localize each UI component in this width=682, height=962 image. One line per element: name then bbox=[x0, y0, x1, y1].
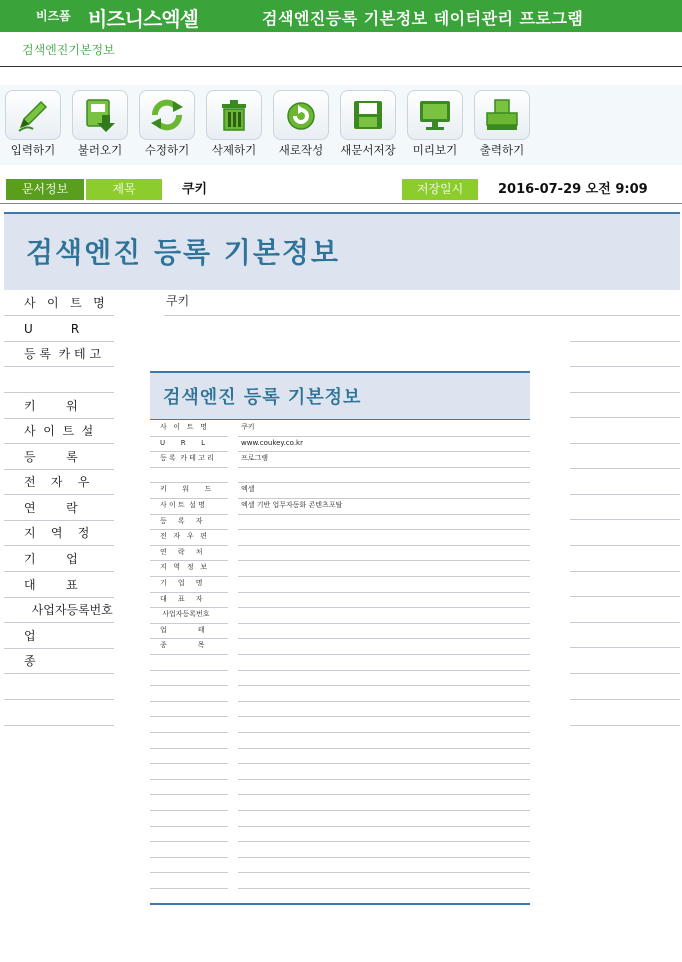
preview-row bbox=[150, 576, 530, 592]
preview-row bbox=[150, 420, 530, 436]
preview-row bbox=[150, 685, 530, 701]
pencil-icon bbox=[5, 90, 61, 140]
field-label: 사 이 트 명 bbox=[24, 296, 105, 310]
field-email[interactable] bbox=[4, 469, 114, 495]
field-site-name[interactable] bbox=[4, 290, 114, 316]
preview-row bbox=[150, 810, 530, 826]
new-button[interactable] bbox=[268, 90, 334, 162]
preview-row bbox=[150, 482, 530, 498]
load-button-label: 불러오기 bbox=[77, 143, 123, 157]
preview-row-label-cell bbox=[150, 872, 228, 889]
preview-row-value-cell bbox=[238, 810, 530, 827]
field-business-type[interactable] bbox=[4, 623, 114, 649]
field-line bbox=[570, 341, 680, 342]
preview-row-value-cell bbox=[238, 716, 530, 733]
field-line bbox=[570, 468, 680, 469]
preview-row-value-cell bbox=[238, 576, 530, 593]
preview-row-value-cell bbox=[238, 779, 530, 796]
field-line bbox=[570, 673, 680, 674]
preview-row-value-cell bbox=[238, 529, 530, 546]
preview-row bbox=[150, 529, 530, 545]
preview-row-value: 엑셀 bbox=[241, 485, 255, 494]
field-label: 기 업 bbox=[24, 552, 78, 566]
preview-row-label-cell bbox=[150, 857, 228, 874]
preview-row bbox=[150, 638, 530, 654]
preview-row-label-cell bbox=[150, 451, 228, 468]
preview-row-label-cell bbox=[150, 420, 228, 437]
brand-logo: 비즈니스엑셀 bbox=[88, 7, 198, 31]
field-business-number[interactable] bbox=[4, 597, 114, 623]
preview-row-label-cell bbox=[150, 560, 228, 577]
preview-row bbox=[150, 826, 530, 842]
field-line bbox=[570, 647, 680, 648]
preview-heading: 검색엔진 등록 기본정보 bbox=[163, 387, 362, 408]
saved-datetime: 2016-07-29 오전 9:09 bbox=[498, 182, 648, 197]
divider bbox=[0, 66, 682, 67]
preview-row bbox=[150, 654, 530, 670]
print-preview-panel bbox=[150, 371, 530, 905]
field-line bbox=[570, 571, 680, 572]
preview-row-value-cell bbox=[238, 794, 530, 811]
preview-row bbox=[150, 701, 530, 717]
preview-row-label-cell bbox=[150, 748, 228, 765]
print-icon bbox=[474, 90, 530, 140]
delete-button[interactable] bbox=[201, 90, 267, 162]
field-line bbox=[570, 596, 680, 597]
title-label: 제목 bbox=[86, 179, 162, 200]
preview-row-label-cell bbox=[150, 654, 228, 671]
preview-row-value-cell bbox=[238, 872, 530, 889]
input-button-label: 입력하기 bbox=[10, 143, 56, 157]
save-new-button-label: 새문서저장 bbox=[340, 143, 396, 157]
field-label: 사 이 트 설 bbox=[24, 424, 94, 438]
preview-row-value-cell bbox=[238, 732, 530, 749]
field-site-description[interactable] bbox=[4, 418, 114, 444]
preview-row bbox=[150, 545, 530, 561]
form-heading: 검색엔진 등록 기본정보 bbox=[26, 236, 340, 269]
field-label: 사업자등록번호 bbox=[24, 603, 113, 617]
preview-row-label: 연 락 처 bbox=[160, 547, 203, 556]
preview-row-label: 전 자 우 편 bbox=[160, 532, 208, 541]
preview-row-label: 등 록 자 bbox=[160, 516, 203, 525]
preview-row-value-cell bbox=[238, 763, 530, 780]
preview-row-value-cell bbox=[238, 748, 530, 765]
preview-row bbox=[150, 716, 530, 732]
field-ceo[interactable] bbox=[4, 572, 114, 598]
preview-row bbox=[150, 857, 530, 873]
preview-row bbox=[150, 763, 530, 779]
preview-row-value-cell bbox=[238, 857, 530, 874]
new-button-label: 새로작성 bbox=[278, 143, 324, 157]
toolbar bbox=[0, 85, 682, 165]
preview-row-label-cell bbox=[150, 482, 228, 499]
preview-button[interactable] bbox=[402, 90, 468, 162]
field-line bbox=[570, 699, 680, 700]
preview-row-label-cell bbox=[150, 701, 228, 718]
field-line bbox=[570, 417, 680, 418]
preview-row bbox=[150, 498, 530, 514]
preview-row-label-cell bbox=[150, 638, 228, 655]
preview-row bbox=[150, 514, 530, 530]
preview-row-label-cell bbox=[150, 529, 228, 546]
preview-row bbox=[150, 872, 530, 888]
preview-row-value-cell bbox=[238, 498, 530, 515]
preview-row-label-cell bbox=[150, 467, 228, 484]
preview-row-label-cell bbox=[150, 826, 228, 843]
field-label: 지 역 정 bbox=[24, 526, 90, 540]
title-value[interactable]: 쿠키 bbox=[182, 182, 208, 197]
preview-row-value: www.coukey.co.kr bbox=[241, 438, 303, 447]
field-line bbox=[570, 366, 680, 367]
preview-row-label-cell bbox=[150, 841, 228, 858]
preview-row-label: 종 목 bbox=[160, 641, 205, 650]
preview-row bbox=[150, 623, 530, 639]
print-button-label: 출력하기 bbox=[479, 143, 525, 157]
preview-button-label: 미리보기 bbox=[412, 143, 458, 157]
preview-row-label-cell bbox=[150, 732, 228, 749]
field-keyword[interactable] bbox=[4, 393, 114, 419]
field-label: 등 록 bbox=[24, 450, 78, 464]
field-line bbox=[570, 494, 680, 495]
refresh-icon bbox=[139, 90, 195, 140]
preview-row-label-cell bbox=[150, 716, 228, 733]
preview-row-label-cell bbox=[150, 623, 228, 640]
field-label: 종 bbox=[24, 654, 36, 668]
preview-row-label-cell bbox=[150, 779, 228, 796]
field-label: 업 bbox=[24, 629, 36, 643]
field-blank[interactable] bbox=[4, 367, 114, 393]
preview-row-label: 사업자등록번호 bbox=[160, 610, 210, 619]
preview-row bbox=[150, 451, 530, 467]
app-title: 검색엔진등록 기본정보 데이터관리 프로그램 bbox=[262, 9, 584, 28]
preview-row bbox=[150, 670, 530, 686]
preview-row-value-cell bbox=[238, 420, 530, 437]
preview-row bbox=[150, 841, 530, 857]
field-label: 전 자 우 bbox=[24, 475, 90, 489]
field-extra[interactable] bbox=[4, 674, 114, 700]
save-icon bbox=[340, 90, 396, 140]
site-name-value[interactable]: 쿠키 bbox=[166, 294, 190, 308]
form-header bbox=[4, 212, 680, 290]
preview-row bbox=[150, 560, 530, 576]
preview-row bbox=[150, 732, 530, 748]
preview-row bbox=[150, 748, 530, 764]
field-category[interactable] bbox=[4, 341, 114, 367]
preview-row-value: 엑셀 기반 업무자동화 콘텐츠포탈 bbox=[241, 501, 343, 509]
edit-button-label: 수정하기 bbox=[144, 143, 190, 157]
load-button[interactable] bbox=[67, 90, 133, 162]
field-business-item[interactable] bbox=[4, 648, 114, 674]
edit-button[interactable] bbox=[134, 90, 200, 162]
field-line bbox=[570, 725, 680, 726]
preview-row bbox=[150, 467, 530, 483]
field-url[interactable] bbox=[4, 316, 114, 342]
input-button[interactable] bbox=[0, 90, 66, 162]
document-info-bar bbox=[0, 177, 682, 204]
preview-row-value-cell bbox=[238, 670, 530, 687]
field-region[interactable] bbox=[4, 520, 114, 546]
preview-row-label-cell bbox=[150, 670, 228, 687]
preview-row bbox=[150, 436, 530, 452]
preview-row-label-cell bbox=[150, 592, 228, 609]
preview-row-value-cell bbox=[238, 654, 530, 671]
trash-icon bbox=[206, 90, 262, 140]
monitor-icon bbox=[407, 90, 463, 140]
field-line bbox=[570, 545, 680, 546]
preview-row-value-cell bbox=[238, 482, 530, 499]
new-icon bbox=[273, 90, 329, 140]
sheet-subtitle: 검색엔진기본정보 bbox=[22, 43, 115, 57]
delete-button-label: 삭제하기 bbox=[211, 143, 257, 157]
preview-row bbox=[150, 607, 530, 623]
field-contact[interactable] bbox=[4, 495, 114, 521]
field-extra[interactable] bbox=[4, 700, 114, 726]
preview-row-label-cell bbox=[150, 794, 228, 811]
preview-row-label-cell bbox=[150, 607, 228, 624]
doc-info-label: 문서정보 bbox=[6, 179, 84, 200]
preview-row-value-cell bbox=[238, 638, 530, 655]
field-registrant[interactable] bbox=[4, 444, 114, 470]
preview-row-label-cell bbox=[150, 763, 228, 780]
preview-row-value-cell bbox=[238, 826, 530, 843]
preview-row-value-cell bbox=[238, 560, 530, 577]
preview-row-label-cell bbox=[150, 810, 228, 827]
preview-row-value: 프로그램 bbox=[241, 454, 269, 463]
preview-row-value-cell bbox=[238, 451, 530, 468]
save-new-button[interactable] bbox=[335, 90, 401, 162]
preview-row-value-cell bbox=[238, 607, 530, 624]
preview-row-value-cell bbox=[238, 514, 530, 531]
preview-row-label: 사 이 트 설 명 bbox=[160, 501, 205, 509]
print-button[interactable] bbox=[469, 90, 535, 162]
preview-row-label-cell bbox=[150, 514, 228, 531]
load-icon bbox=[72, 90, 128, 140]
preview-row-value-cell bbox=[238, 467, 530, 484]
app-title-bar bbox=[0, 0, 682, 32]
field-line bbox=[570, 392, 680, 393]
saved-label: 저장일시 bbox=[402, 179, 478, 200]
preview-row-label: 업 태 bbox=[160, 625, 205, 634]
field-line bbox=[570, 519, 680, 520]
preview-row-label-cell bbox=[150, 545, 228, 562]
field-line bbox=[570, 443, 680, 444]
preview-row bbox=[150, 592, 530, 608]
preview-row-value-cell bbox=[238, 623, 530, 640]
field-label: 등 록 카 테 고 bbox=[24, 347, 102, 361]
preview-row-label: 기 업 명 bbox=[160, 579, 203, 587]
preview-row-label: U R L bbox=[160, 438, 206, 447]
field-label: 대 표 bbox=[24, 578, 78, 592]
preview-row-label: 대 표 자 bbox=[160, 594, 203, 603]
preview-header bbox=[150, 371, 530, 420]
field-label: 키 워 bbox=[24, 399, 78, 413]
preview-row-label-cell bbox=[150, 576, 228, 593]
preview-row-value-cell bbox=[238, 841, 530, 858]
divider bbox=[0, 203, 682, 204]
field-line bbox=[164, 315, 680, 316]
preview-row-value-cell bbox=[238, 701, 530, 718]
preview-row-label-cell bbox=[150, 498, 228, 515]
preview-row-label-cell bbox=[150, 436, 228, 453]
preview-row-value-cell bbox=[238, 436, 530, 453]
preview-row-label: 키 워 드 bbox=[160, 485, 212, 494]
field-company[interactable] bbox=[4, 546, 114, 572]
preview-row-value-cell bbox=[238, 592, 530, 609]
field-label: U R bbox=[24, 322, 80, 336]
preview-row-value: 쿠키 bbox=[241, 423, 255, 431]
preview-row-value-cell bbox=[238, 545, 530, 562]
preview-row bbox=[150, 779, 530, 795]
preview-row-label: 지 역 정 보 bbox=[160, 563, 208, 572]
preview-row-label-cell bbox=[150, 685, 228, 702]
field-line bbox=[570, 622, 680, 623]
preview-row-value-cell bbox=[238, 685, 530, 702]
field-label: 연 락 bbox=[24, 501, 78, 515]
preview-row-label: 사 이 트 명 bbox=[160, 423, 208, 431]
preview-bottom-border bbox=[150, 903, 530, 905]
brand-small-logo: 비즈폼 bbox=[36, 9, 71, 23]
preview-row-label: 등 록 카 테 고 리 bbox=[160, 454, 214, 463]
preview-row bbox=[150, 794, 530, 810]
